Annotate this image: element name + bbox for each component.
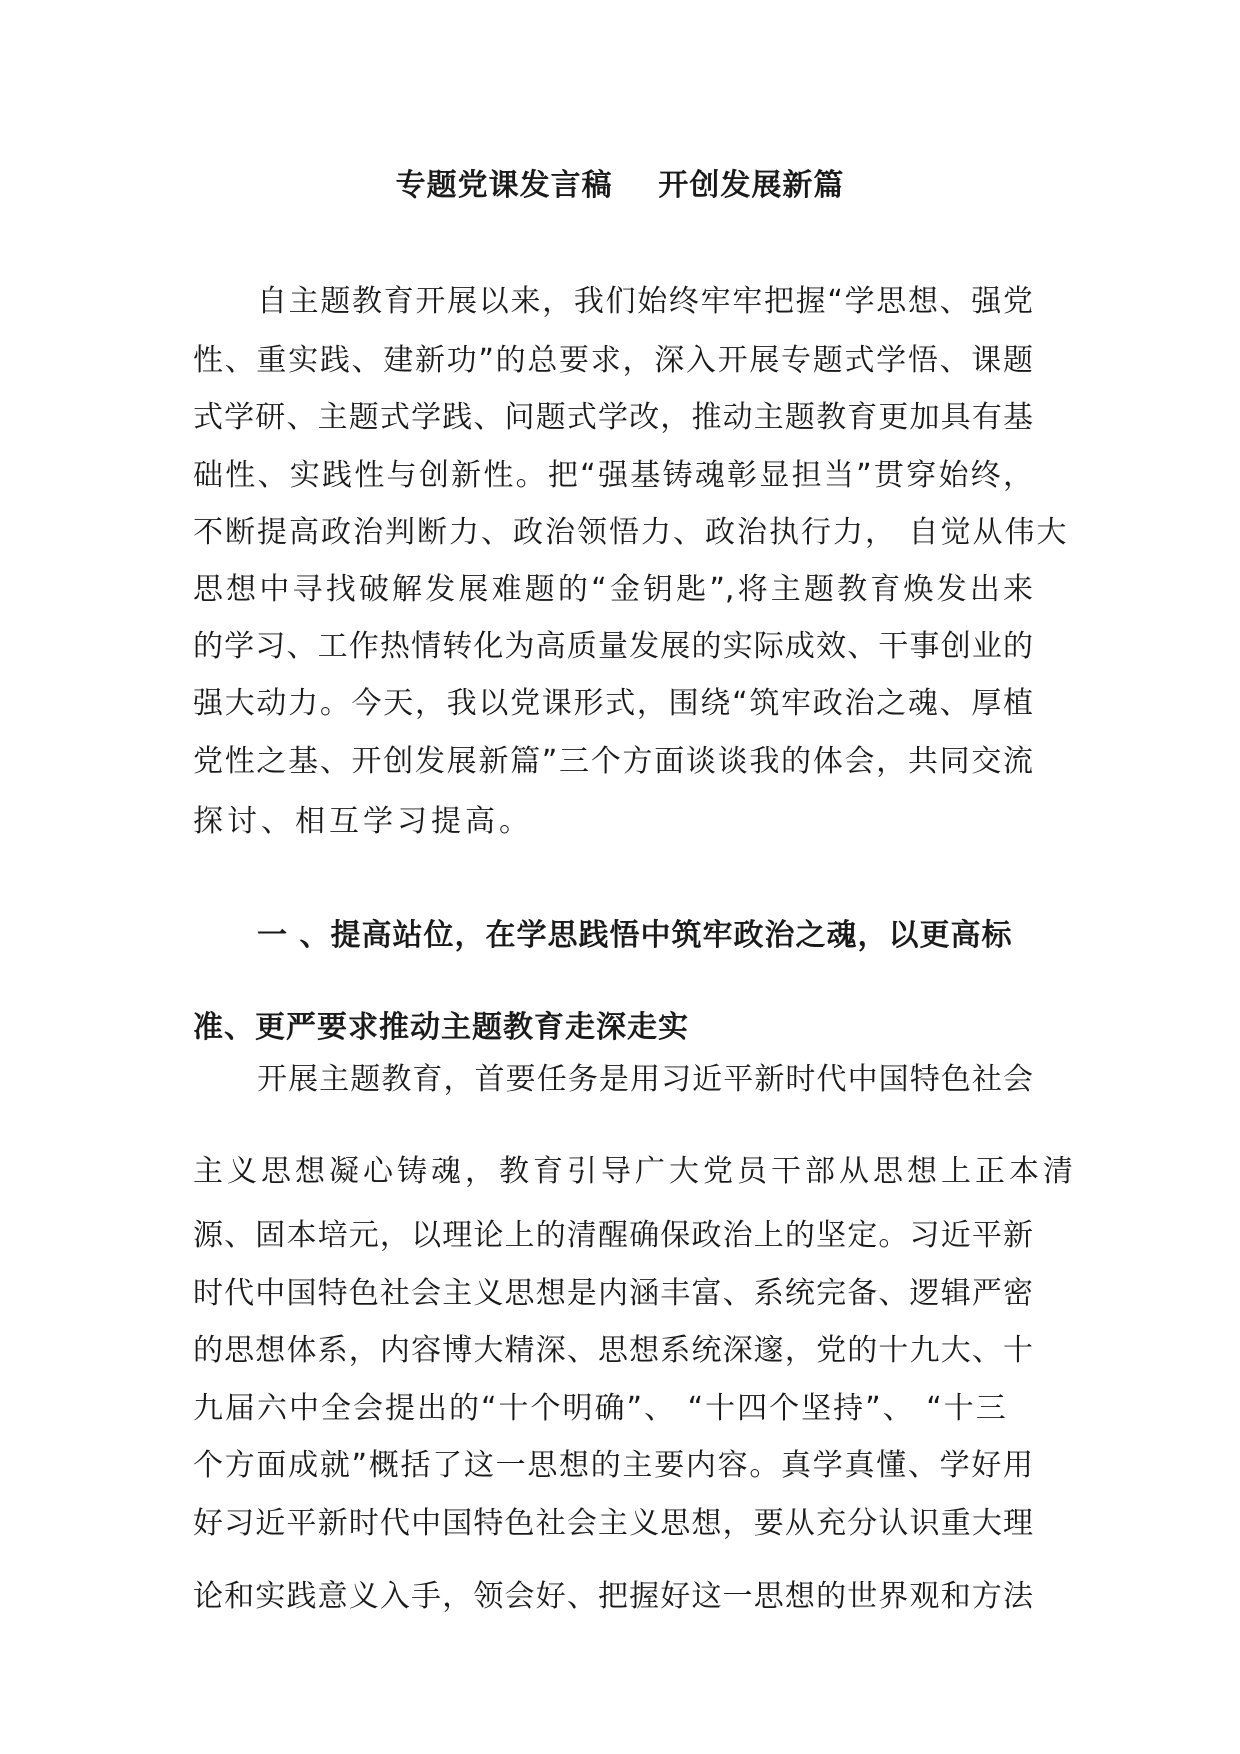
intro-line: 思想中寻找破解发展难题的“金钥匙”,将主题教育焕发出来	[193, 572, 1033, 607]
body-line: 源、固本培元，以理论上的清醒确保政治上的坚定。习近平新	[193, 1218, 1033, 1253]
body-line: 好习近平新时代中国特色社会主义思想，要从充分认识重大理	[193, 1506, 1033, 1541]
document-title: 专题党课发言稿 开创发展新篇	[395, 168, 845, 203]
intro-line: 探讨、相互学习提高。	[193, 804, 533, 839]
body-line: 时代中国特色社会主义思想是内涵丰富、系统完备、逻辑严密	[193, 1276, 1033, 1311]
body-line: 个方面成就”概括了这一思想的主要内容。真学真懂、学好用	[193, 1448, 1033, 1483]
body-line: 论和实践意义入手，领会好、把握好这一思想的世界观和方法	[193, 1579, 1033, 1614]
body-line: 开展主题教育，首要任务是用习近平新时代中国特色社会	[257, 1062, 1033, 1097]
section-heading: 准、更严要求推动主题教育走深走实	[193, 1010, 689, 1045]
intro-line: 强大动力。今天，我以党课形式，围绕“筑牢政治之魂、厚植	[193, 686, 1033, 721]
intro-line: 自主题教育开展以来，我们始终牢牢把握“学思想、强党	[257, 284, 1033, 319]
section-heading: 一 、提高站位，在学思践悟中筑牢政治之魂，以更高标	[257, 918, 1013, 953]
intro-line: 式学研、主题式学践、问题式学改，推动主题教育更加具有基	[193, 400, 1033, 435]
intro-line: 的学习、工作热情转化为高质量发展的实际成效、干事创业的	[193, 629, 1033, 664]
intro-line: 不断提高政治判断力、政治领悟力、政治执行力， 自觉从伟大	[193, 515, 1069, 550]
body-line: 的思想体系，内容博大精深、思想系统深邃，党的十九大、十	[193, 1333, 1033, 1368]
intro-line: 性、重实践、建新功”的总要求，深入开展专题式学悟、课题	[193, 343, 1033, 378]
intro-line: 党性之基、开创发展新篇”三个方面谈谈我的体会，共同交流	[193, 744, 1033, 779]
body-line: 主义思想凝心铸魂，教育引导广大党员干部从思想上正本清	[193, 1154, 1077, 1189]
body-line: 九届六中全会提出的“十个明确”、 “十四个坚持”、 “十三	[193, 1391, 1008, 1426]
intro-line: 础性、实践性与创新性。把“强基铸魂彰显担当”贯穿始终，	[193, 458, 1033, 493]
